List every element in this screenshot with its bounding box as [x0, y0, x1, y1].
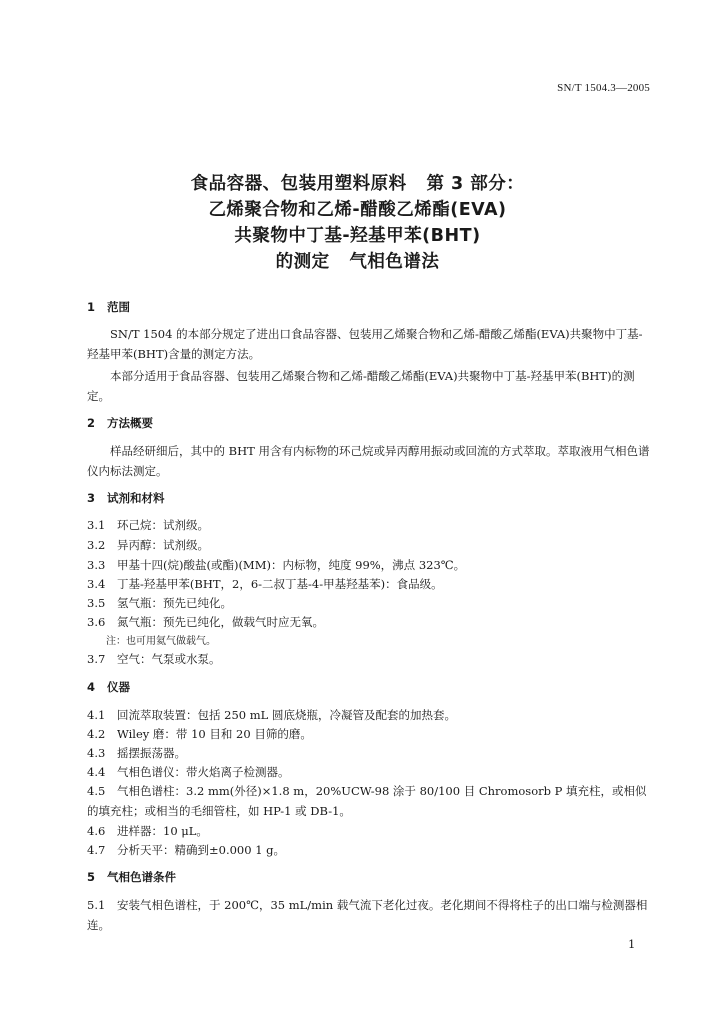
- item-text: 进样器：10 μL。: [117, 824, 208, 838]
- section-heading-apparatus: 4 仪器: [87, 680, 131, 694]
- title-line: 乙烯聚合物和乙烯-醋酸乙烯酯(EVA): [208, 200, 507, 220]
- section-heading-reagents: 3 试剂和材料: [87, 491, 165, 505]
- list-item: [87, 823, 657, 839]
- list-item: [87, 842, 657, 858]
- list-item: [87, 517, 657, 533]
- list-item: [87, 614, 657, 630]
- section-heading-scope: 1 范围: [87, 300, 131, 314]
- item-number: 4.6: [87, 824, 106, 838]
- item-text: 气相色谱柱：3.2 mm(外径)×1.8 m，20%UCW-98 涂于 80/100 目 Chromosorb P 填充柱，或相似的填充柱；或相当的毛细管柱，如 HP-1 或 DB-1。: [87, 784, 647, 818]
- section-heading-principle: 2 方法概要: [87, 416, 154, 430]
- item-text: 气相色谱仪：带火焰离子检测器。: [117, 765, 290, 779]
- list-item: [87, 576, 657, 592]
- title-line: 食品容器、包装用塑料原料 第 3 部分：: [190, 174, 525, 194]
- paragraph: SN/T 1504 的本部分规定了进出口食品容器、包装用乙烯聚合物和乙烯-醋酸乙烯酯(EVA)共聚物中丁基-羟基甲苯(BHT)含量的测定方法。: [87, 327, 643, 361]
- page-number: 1: [628, 937, 636, 951]
- paragraph: 样品经研细后，其中的 BHT 用含有内标物的环己烷或异丙醇用振动或回流的方式萃取。萃取液用气相色谱仪内标法测定。: [87, 444, 650, 478]
- item-number: 4.1: [87, 708, 106, 722]
- title-line: 共聚物中丁基-羟基甲苯(BHT): [234, 226, 481, 246]
- item-text: 摇摆振荡器。: [117, 746, 186, 760]
- list-item: [87, 745, 657, 761]
- document-code: SN/T 1504.3—2005: [557, 82, 650, 94]
- item-number: 3.6: [87, 615, 106, 629]
- item-text: 氮气瓶：预先已纯化，做载气时应无氧。: [117, 615, 324, 629]
- item-number: 4.4: [87, 765, 106, 779]
- item-number: 4.7: [87, 843, 106, 857]
- item-number: 4.3: [87, 746, 106, 760]
- item-text: 甲基十四(烷)酸盐(或酯)(MM)：内标物，纯度 99%，沸点 323℃。: [117, 558, 466, 572]
- list-item: [87, 895, 657, 935]
- item-text: Wiley 磨：带 10 目和 20 目筛的磨。: [117, 727, 312, 741]
- list-item: [87, 726, 657, 742]
- item-text: 氢气瓶：预先已纯化。: [117, 596, 232, 610]
- list-item: [87, 537, 657, 553]
- item-text: 丁基-羟基甲苯(BHT，2，6-二叔丁基-4-甲基羟基苯)：食品级。: [117, 577, 443, 591]
- item-number: 4.5: [87, 784, 106, 798]
- document-title: [0, 171, 715, 275]
- section-heading-gc-conditions: 5 气相色谱条件: [87, 870, 177, 884]
- item-number: 3.4: [87, 577, 106, 591]
- item-text: 分析天平：精确到±0.000 1 g。: [117, 843, 286, 857]
- item-number: 3.7: [87, 652, 106, 666]
- list-item: [87, 557, 657, 573]
- item-text: 环己烷：试剂级。: [117, 518, 209, 532]
- item-number: 3.3: [87, 558, 106, 572]
- title-line: 的测定 气相色谱法: [275, 252, 440, 272]
- item-number: 3.1: [87, 518, 106, 532]
- item-text: 空气：气泵或水泵。: [117, 652, 221, 666]
- note: 注：也可用氦气做载气。: [106, 636, 216, 647]
- item-number: 3.2: [87, 538, 106, 552]
- list-item: [87, 595, 657, 611]
- list-item: [87, 781, 657, 821]
- item-number: 4.2: [87, 727, 106, 741]
- item-number: 3.5: [87, 596, 106, 610]
- paragraph: 本部分适用于食品容器、包装用乙烯聚合物和乙烯-醋酸乙烯酯(EVA)共聚物中丁基-羟基甲苯(BHT)的测定。: [87, 369, 635, 403]
- list-item: [87, 707, 657, 723]
- item-text: 回流萃取装置：包括 250 mL 圆底烧瓶，冷凝管及配套的加热套。: [117, 708, 456, 722]
- item-text: 异丙醇：试剂级。: [117, 538, 209, 552]
- item-text: 安装气相色谱柱，于 200℃，35 mL/min 载气流下老化过夜。老化期间不得将柱子的出口端与检测器相连。: [87, 898, 648, 932]
- list-item: [87, 651, 657, 667]
- list-item: [87, 764, 657, 780]
- item-number: 5.1: [87, 898, 106, 912]
